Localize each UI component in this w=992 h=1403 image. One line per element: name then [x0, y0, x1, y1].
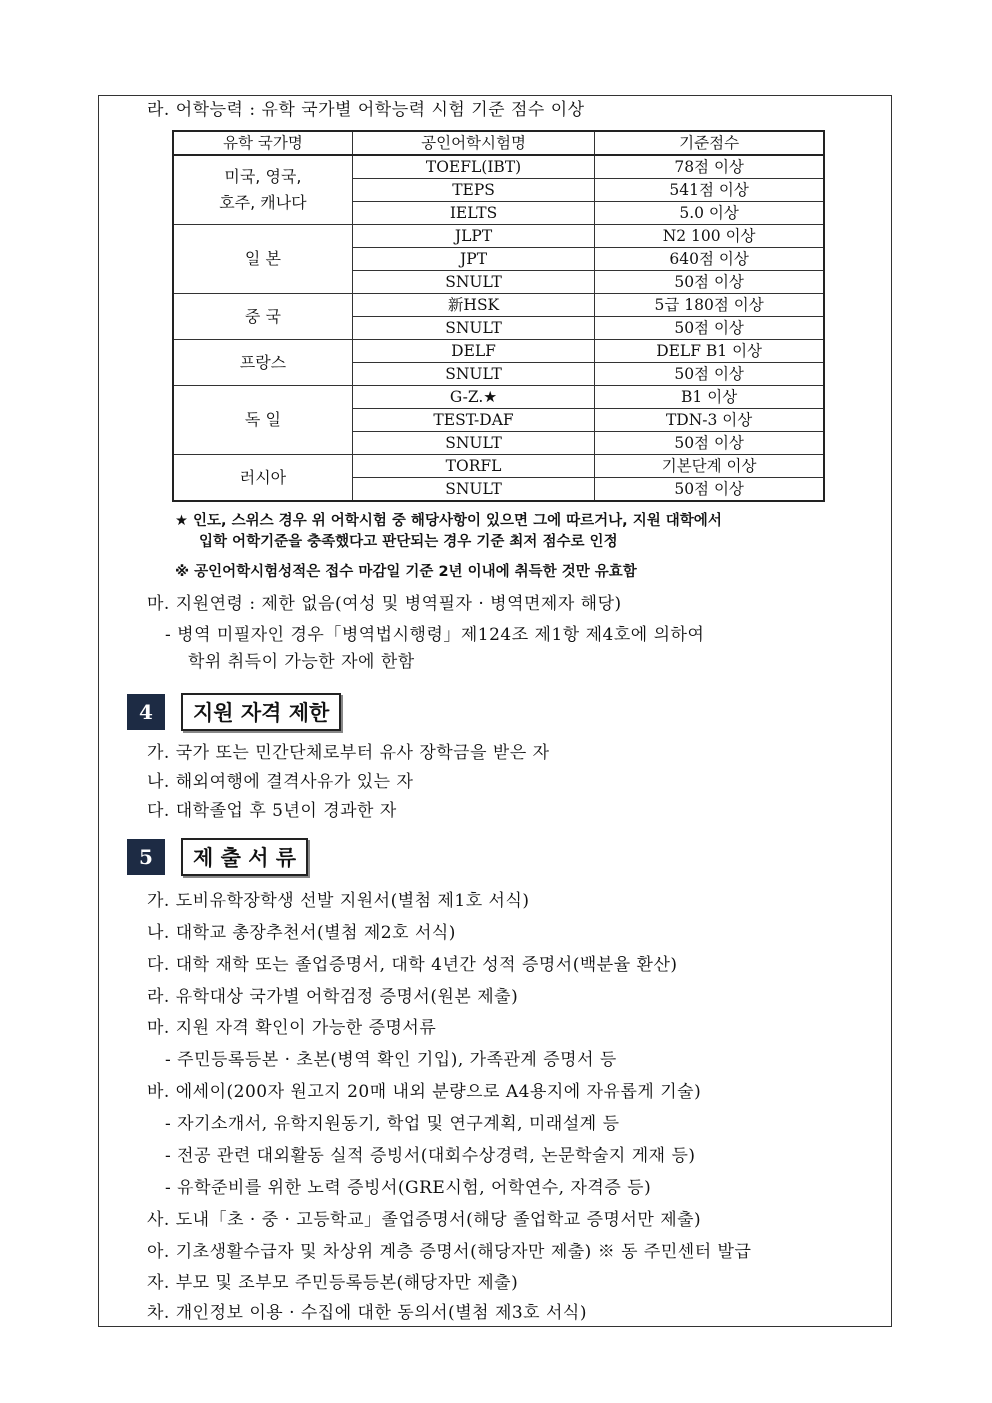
document-item: 차. 개인정보 이용 · 수집에 대한 동의서(별첨 제3호 서식): [147, 1303, 587, 1323]
test-cell: G-Z.★: [352, 386, 594, 409]
test-cell: 新HSK: [352, 294, 594, 317]
test-cell: TORFL: [352, 455, 594, 478]
restriction-item: 다. 대학졸업 후 5년이 경과한 자: [147, 801, 397, 821]
document-item: 사. 도내「초 · 중 · 고등학교」졸업증명서(해당 졸업학교 증명서만 제출): [147, 1210, 702, 1230]
document-item: 라. 유학대상 국가별 어학검정 증명서(원본 제출): [147, 987, 519, 1007]
test-cell: JLPT: [352, 225, 594, 248]
document-sub-item: - 전공 관련 대외활동 실적 증빙서(대회수상경력, 논문학술지 게재 등): [165, 1146, 696, 1166]
test-cell: TEST-DAF: [352, 409, 594, 432]
country-cell: 미국, 영국, 호주, 캐나다: [173, 155, 352, 225]
header-score: 기준점수: [595, 131, 824, 155]
score-cell: 50점 이상: [595, 363, 824, 386]
test-cell: SNULT: [352, 478, 594, 502]
country-cell: 일 본: [173, 225, 352, 294]
section-number-badge: 5: [127, 839, 165, 875]
score-cell: 50점 이상: [595, 317, 824, 340]
document-item: 마. 지원 자격 확인이 가능한 증명서류: [147, 1018, 437, 1038]
test-cell: SNULT: [352, 432, 594, 455]
document-item: 아. 기초생활수급자 및 차상위 계층 증명서(해당자만 제출) ※ 동 주민센터 발급: [147, 1242, 752, 1262]
header-test: 공인어학시험명: [352, 131, 594, 155]
score-cell: 5급 180점 이상: [595, 294, 824, 317]
score-cell: 기본단계 이상: [595, 455, 824, 478]
military-note-line-2: 학위 취득이 가능한 자에 한함: [188, 652, 415, 672]
language-requirement-heading: 라. 어학능력 : 유학 국가별 어학능력 시험 기준 점수 이상: [147, 100, 585, 120]
score-cell: N2 100 이상: [595, 225, 824, 248]
document-item: 바. 에세이(200자 원고지 20매 내외 분량으로 A4용지에 자유롭게 기술): [147, 1082, 702, 1102]
score-cell: TDN-3 이상: [595, 409, 824, 432]
reference-note: ※ 공인어학시험성적은 접수 마감일 기준 2년 이내에 취득한 것만 유효함: [175, 564, 637, 580]
score-cell: 541점 이상: [595, 179, 824, 202]
score-cell: DELF B1 이상: [595, 340, 824, 363]
score-cell: 50점 이상: [595, 478, 824, 502]
test-cell: TEPS: [352, 179, 594, 202]
score-cell: 640점 이상: [595, 248, 824, 271]
document-item: 자. 부모 및 조부모 주민등록등본(해당자만 제출): [147, 1273, 519, 1293]
score-cell: 50점 이상: [595, 271, 824, 294]
document-item: 나. 대학교 총장추천서(별첨 제2호 서식): [147, 923, 456, 943]
document-item: 가. 도비유학장학생 선발 지원서(별첨 제1호 서식): [147, 891, 530, 911]
document-sub-item: - 주민등록등본 · 초본(병역 확인 기입), 가족관계 증명서 등: [165, 1050, 617, 1070]
country-cell: 러시아: [173, 455, 352, 502]
score-cell: B1 이상: [595, 386, 824, 409]
military-note-line-1: - 병역 미필자인 경우「병역법시행령」제124조 제1항 제4호에 의하여: [165, 625, 705, 645]
country-cell: 프랑스: [173, 340, 352, 386]
test-cell: SNULT: [352, 317, 594, 340]
restriction-item: 나. 해외여행에 결격사유가 있는 자: [147, 772, 414, 792]
test-cell: SNULT: [352, 363, 594, 386]
score-cell: 5.0 이상: [595, 202, 824, 225]
age-requirement-heading: 마. 지원연령 : 제한 없음(여성 및 병역필자 · 병역면제자 해당): [147, 594, 622, 614]
document-sub-item: - 자기소개서, 유학지원동기, 학업 및 연구계획, 미래설계 등: [165, 1114, 620, 1134]
score-cell: 78점 이상: [595, 155, 824, 179]
section-title: 제 출 서 류: [181, 838, 308, 876]
section-number-badge: 4: [127, 694, 165, 730]
star-note-line-1: ★ 인도, 스위스 경우 위 어학시험 중 해당사항이 있으면 그에 따르거나, 지원 대학에서: [175, 513, 722, 529]
restriction-item: 가. 국가 또는 민간단체로부터 유사 장학금을 받은 자: [147, 743, 550, 763]
test-cell: IELTS: [352, 202, 594, 225]
document-item: 다. 대학 재학 또는 졸업증명서, 대학 4년간 성적 증명서(백분율 환산): [147, 955, 678, 975]
document-sub-item: - 유학준비를 위한 노력 증빙서(GRE시험, 어학연수, 자격증 등): [165, 1178, 652, 1198]
section-5-header: [127, 838, 308, 876]
test-cell: SNULT: [352, 271, 594, 294]
score-cell: 50점 이상: [595, 432, 824, 455]
country-cell: 독 일: [173, 386, 352, 455]
test-cell: TOEFL(IBT): [352, 155, 594, 179]
star-note-line-2: 입학 어학기준을 충족했다고 판단되는 경우 기준 최저 점수로 인정: [199, 534, 618, 550]
section-title: 지원 자격 제한: [181, 693, 341, 731]
language-score-table: [172, 130, 825, 502]
country-cell: 중 국: [173, 294, 352, 340]
test-cell: JPT: [352, 248, 594, 271]
section-4-header: [127, 693, 341, 731]
header-country: 유학 국가명: [173, 131, 352, 155]
test-cell: DELF: [352, 340, 594, 363]
